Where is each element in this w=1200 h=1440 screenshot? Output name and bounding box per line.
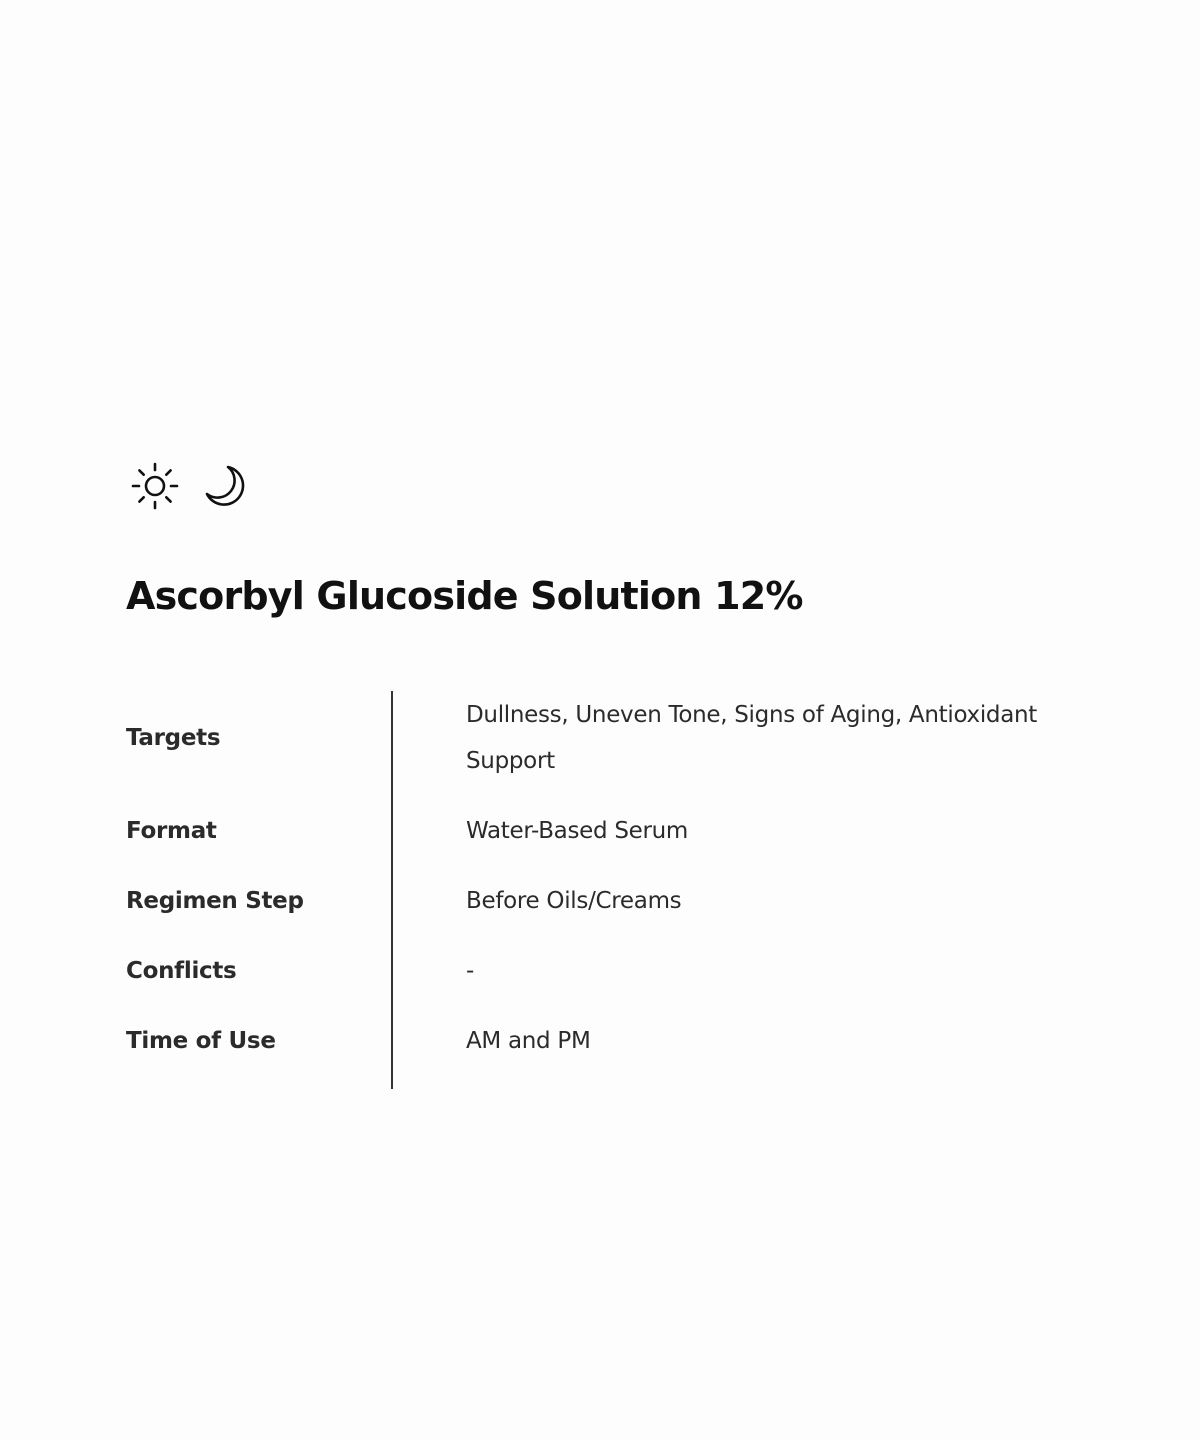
value-regimen-step: Before Oils/Creams [466, 888, 682, 914]
column-divider [391, 691, 393, 1089]
label-regimen-step: Regimen Step [126, 888, 304, 914]
label-time-of-use: Time of Use [126, 1028, 276, 1054]
value-format: Water-Based Serum [466, 818, 689, 844]
label-format: Format [126, 818, 217, 844]
moon-icon [202, 463, 248, 509]
label-targets: Targets [126, 725, 221, 751]
value-time-of-use: AM and PM [466, 1028, 591, 1054]
value-targets: Dullness, Uneven Tone, Signs of Aging, Antioxidant Support [466, 702, 1037, 774]
value-conflicts: - [466, 958, 474, 984]
sun-icon [130, 461, 180, 511]
product-title: Ascorbyl Glucoside Solution 12% [126, 574, 803, 618]
label-conflicts: Conflicts [126, 958, 237, 984]
time-of-use-icons [130, 460, 248, 512]
